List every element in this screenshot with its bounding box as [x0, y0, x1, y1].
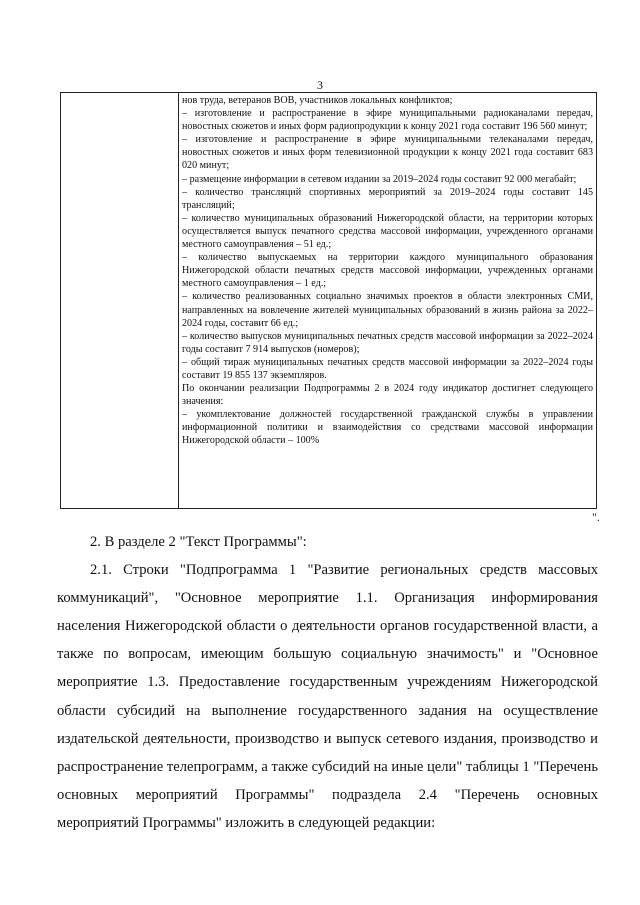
body-paragraph: 2.1. Строки "Подпрограмма 1 "Развитие региональных средств массовых коммуникаций", "Основное мероприятие 1.1. Организация информирования населения Нижегородской области о деятельности органов государственной власти, а также по вопросам, имеющим большую социальную значимость" и "Основное мероприятие 1.3. Предоставление государственным учреждениям Нижегородской области субсидий на выполнение государственного задания на осуществление издательской деятельности, производство и выпуск сетевого издания, производство и распространение телепрограмм, а также субсидий на иные цели" таблицы 1 "Перечень основных мероприятий Программы" подраздела 2.4 "Перечень основных мероприятий Программы" изложить в следующей редакции:	[57, 562, 599, 831]
table-line: нов труда, ветеранов ВОВ, участников локальных конфликтов;	[182, 95, 453, 106]
table-line: – общий тираж муниципальных печатных средств массовой информации за 2022–2024 годы составит 19 855 137 экземпляров.	[182, 356, 593, 381]
body-text	[57, 528, 598, 837]
closing-quote: ".	[592, 510, 600, 524]
table-right-cell	[179, 93, 596, 508]
section-heading-paragraph: 2. В разделе 2 "Текст Программы":	[90, 534, 307, 550]
table-line: – изготовление и распространение в эфире муниципальными телеканалами передач, новостных сюжетов и иных форм телевизионной продукции к концу 2021 года составит 683 020 минут;	[182, 134, 593, 172]
table-line: – количество муниципальных образований Нижегородской области, на территории которых осуществляется выпуск печатного средства массовой информации, учрежденного органами местного самоуправления – 51 ед.;	[182, 212, 593, 251]
table-left-cell	[61, 93, 179, 508]
table-line: – количество трансляций спортивных мероприятий за 2019–2024 годы составит 145 трансляций;	[182, 186, 593, 211]
continuation-table	[60, 92, 597, 509]
table-line: – изготовление и распространение в эфире муниципальными радиоканалами передач, новостных сюжетов и иных форм радиопродукции к концу 2021 года составит 196 560 минут;	[182, 108, 593, 133]
table-line: – количество выпусков муниципальных печатных средств массовой информации за 2022–2024 годы составит 7 914 выпусков (номеров);	[182, 330, 593, 355]
table-line: – размещение информации в сетевом издании за 2019–2024 годы составит 92 000 мегабайт;	[182, 173, 577, 185]
table-line: – укомплектование должностей государственной гражданской службы в управлении информационной политики и взаимодействия со средствами массовой информации Нижегородской области – 100%	[182, 409, 593, 447]
table-line: По окончании реализации Подпрограммы 2 в 2024 году индикатор достигнет следующего значения:	[182, 383, 593, 408]
table-line: – количество реализованных социально значимых проектов в области электронных СМИ, направленных на вовлечение жителей муниципальных образований в жизнь района за 2022–2024 годы, составит 66 ед.;	[182, 291, 593, 329]
table-line: – количество выпускаемых на территории каждого муниципального образования Нижегородской области печатных средств массовой информации, учрежденных органами местного самоуправления – 1 ед.;	[182, 252, 593, 290]
page-number: 3	[317, 78, 323, 92]
